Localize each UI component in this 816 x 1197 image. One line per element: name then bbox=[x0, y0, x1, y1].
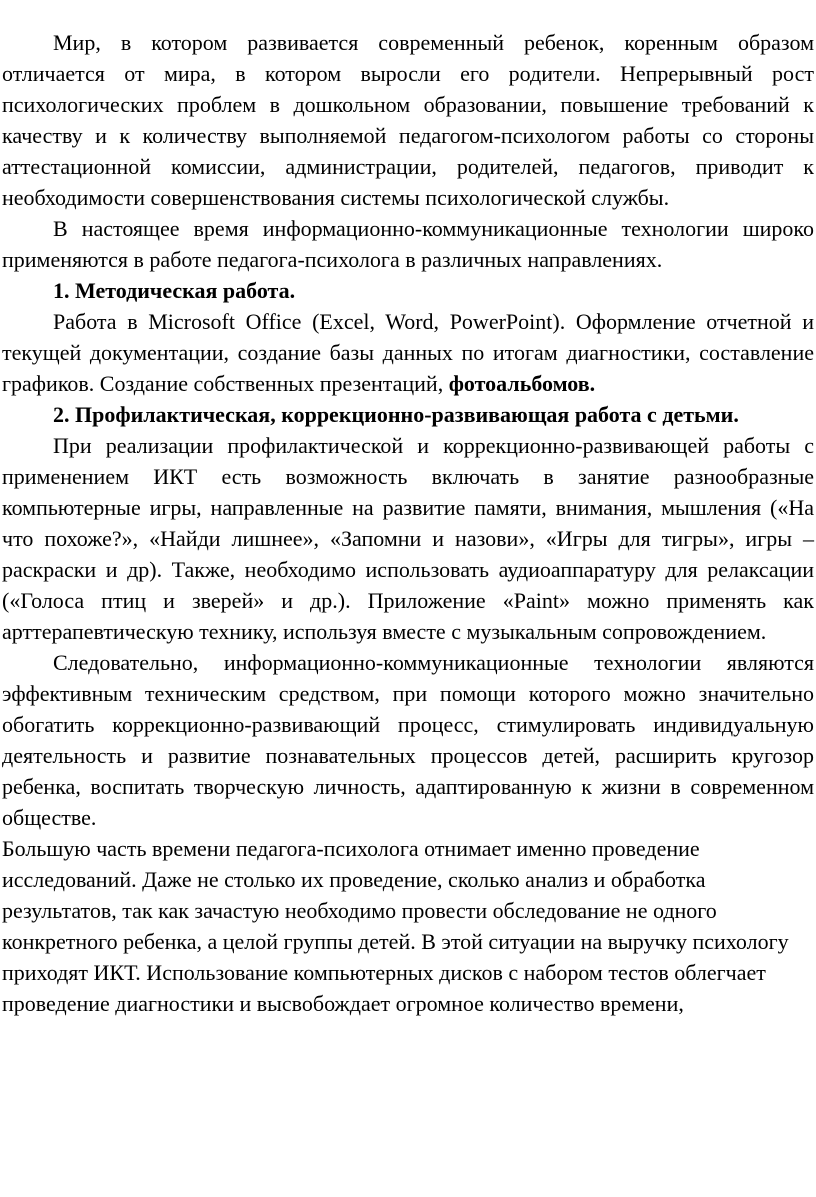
paragraph-preventive-work: При реализации профилактической и коррекционно-развивающей работы с применением ИКТ есть возможность включать в занятие разнообразные компьютерные игры, направленные на развитие памяти, внимания, мышления («На что похоже?», «Найди лишнее», «Запомни и назови», «Игры для тигры», игры – раскраски и др). Также, необходимо использовать аудиоаппаратуру для релаксации («Голоса птиц и зверей» и др.). Приложение «Paint» можно применять как арттерапевтическую технику, используя вместе с музыкальным сопровождением. bbox=[2, 433, 814, 644]
heading-preventive-work: 2. Профилактическая, коррекционно-развивающая работа с детьми. bbox=[53, 402, 739, 427]
paragraph-methodical-work bbox=[2, 306, 814, 399]
paragraph-methodical-text: Работа в Microsoft Office (Excel, Word, PowerPoint). Оформление отчетной и текущей документации, создание базы данных по итогам диагностики, составление графиков. Создание собственных презентаций, bbox=[2, 309, 814, 396]
paragraph-conclusion: Следовательно, информационно-коммуникационные технологии являются эффективным техническим средством, при помощи которого можно значительно обогатить коррекционно-развивающий процесс, стимулировать индивидуальную деятельность и развитие познавательных процессов детей, расширить кругозор ребенка, воспитать творческую личность, адаптированную к жизни в современном обществе. bbox=[2, 650, 814, 830]
paragraph-intro: Мир, в котором развивается современный ребенок, коренным образом отличается от мира, в котором выросли его родители. Непрерывный рост психологических проблем в дошкольном образовании, повышение требований к качеству и к количеству выполняемой педагогом-психологом работы со стороны аттестационной комиссии, администрации, родителей, педагогов, приводит к необходимости совершенствования системы психологической службы. bbox=[2, 30, 814, 210]
paragraph-ict-usage: В настоящее время информационно-коммуникационные технологии широко применяются в работе педагога-психолога в различных направлениях. bbox=[2, 216, 814, 272]
paragraph-methodical-bold: фотоальбомов. bbox=[448, 371, 596, 396]
heading-methodical-work: 1. Методическая работа. bbox=[53, 278, 296, 303]
paragraph-diagnostics: Большую часть времени педагога-психолога отнимает именно проведение исследований. Даже не столько их проведение, сколько анализ и обработка результатов, так как зачастую необходимо провести обследование не одного конкретного ребенка, а целой группы детей. В этой ситуации на выручку психологу приходят ИКТ. Использование компьютерных дисков с набором тестов облегчает проведение диагностики и высвобождает огромное количество времени, bbox=[2, 836, 789, 1016]
